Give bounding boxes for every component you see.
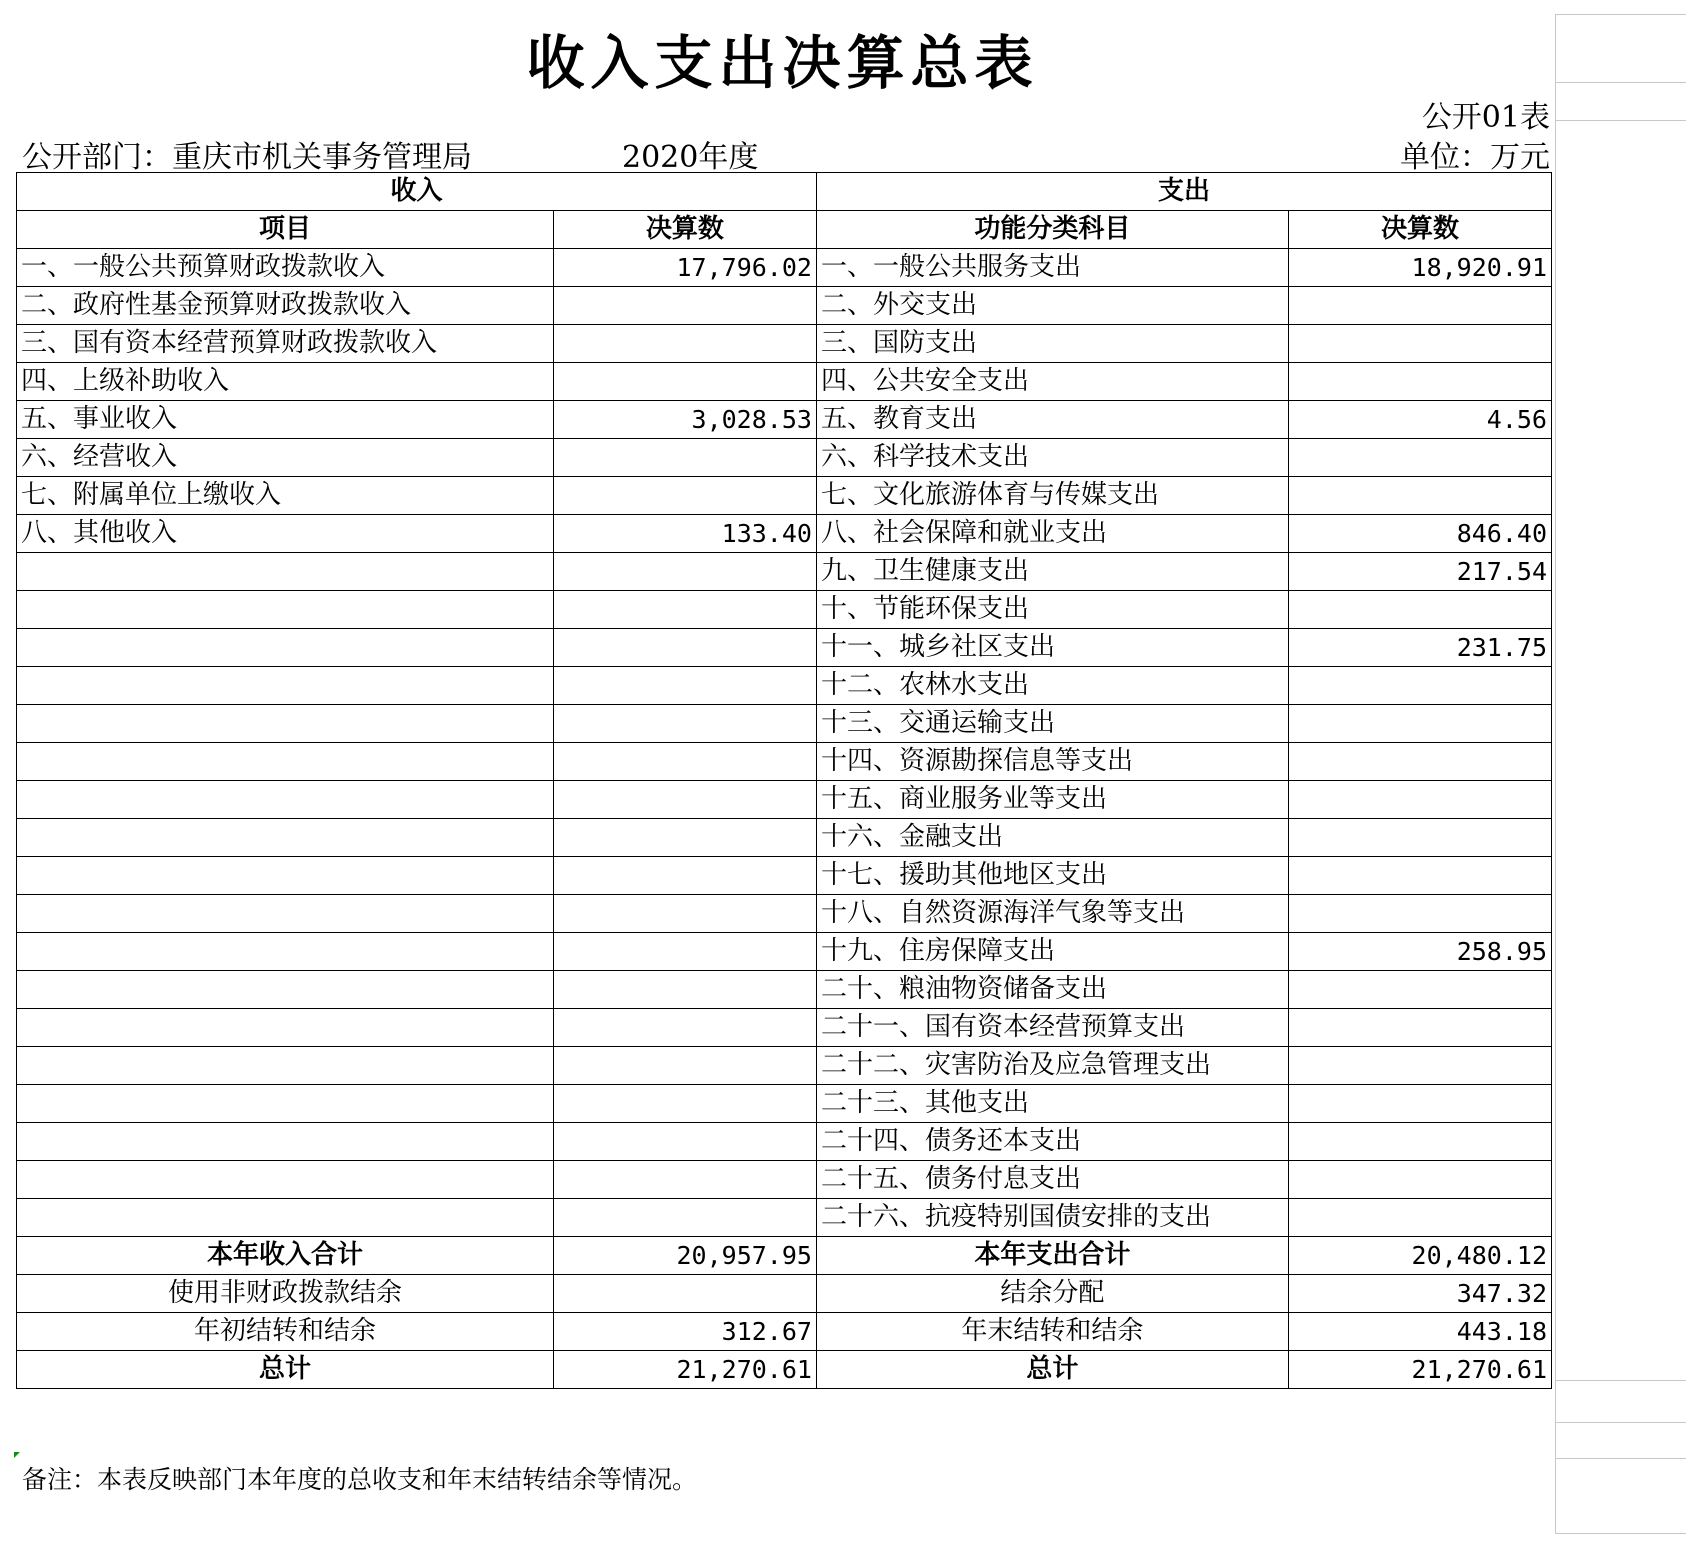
expense-amount-cell: 231.75 — [1288, 629, 1551, 667]
expense-amount-cell: 18,920.91 — [1288, 249, 1551, 287]
summary-income-amount: 312.67 — [553, 1313, 816, 1351]
summary-income-amount: 21,270.61 — [553, 1351, 816, 1389]
income-amount-cell — [553, 933, 816, 971]
cell-marker — [14, 1452, 20, 1458]
expense-item-cell: 六、科学技术支出 — [816, 439, 1288, 477]
income-item-cell — [17, 553, 554, 591]
expense-item-cell: 二十三、其他支出 — [816, 1085, 1288, 1123]
summary-expense-amount: 21,270.61 — [1288, 1351, 1551, 1389]
table-row — [17, 591, 1552, 629]
income-amount-cell — [553, 629, 816, 667]
summary-expense-amount: 20,480.12 — [1288, 1237, 1551, 1275]
table-row — [17, 249, 1552, 287]
expense-amount-cell — [1288, 1085, 1551, 1123]
income-amount-cell — [553, 857, 816, 895]
expense-amount-cell — [1288, 1199, 1551, 1237]
expense-amount-cell — [1288, 667, 1551, 705]
income-amount-cell — [553, 819, 816, 857]
summary-row — [17, 1313, 1552, 1351]
income-item-cell — [17, 971, 554, 1009]
expense-item-cell: 二十一、国有资本经营预算支出 — [816, 1009, 1288, 1047]
income-amount-cell — [553, 363, 816, 401]
summary-income-amount: 20,957.95 — [553, 1237, 816, 1275]
table-row — [17, 1161, 1552, 1199]
expense-amount-cell — [1288, 325, 1551, 363]
expense-item-header: 功能分类科目 — [816, 211, 1288, 249]
unit-label: 单位：万元 — [1400, 140, 1550, 175]
expense-amount-cell — [1288, 781, 1551, 819]
income-amount-cell — [553, 1199, 816, 1237]
income-amount-cell — [553, 1123, 816, 1161]
expense-amount-cell — [1288, 287, 1551, 325]
income-amount-cell — [553, 1047, 816, 1085]
expense-amount-cell — [1288, 857, 1551, 895]
expense-amount-cell — [1288, 705, 1551, 743]
header-row-top — [17, 173, 1552, 211]
expense-item-cell: 九、卫生健康支出 — [816, 553, 1288, 591]
table-row — [17, 439, 1552, 477]
table-row — [17, 781, 1552, 819]
summary-expense-amount: 443.18 — [1288, 1313, 1551, 1351]
table-row — [17, 705, 1552, 743]
income-item-cell: 三、国有资本经营预算财政拨款收入 — [17, 325, 554, 363]
income-amount-cell — [553, 1009, 816, 1047]
department-label: 公开部门：重庆市机关事务管理局 — [22, 140, 472, 175]
table-row — [17, 1047, 1552, 1085]
expense-amount-cell — [1288, 1123, 1551, 1161]
table-row — [17, 743, 1552, 781]
page-title: 收入支出决算总表 — [526, 29, 1039, 97]
expense-amount-cell — [1288, 1009, 1551, 1047]
expense-item-cell: 二十四、债务还本支出 — [816, 1123, 1288, 1161]
expense-item-cell: 二、外交支出 — [816, 287, 1288, 325]
summary-expense-label: 年末结转和结余 — [816, 1313, 1288, 1351]
table-row — [17, 629, 1552, 667]
expense-item-cell: 二十二、灾害防治及应急管理支出 — [816, 1047, 1288, 1085]
expense-item-cell: 十一、城乡社区支出 — [816, 629, 1288, 667]
expense-item-cell: 八、社会保障和就业支出 — [816, 515, 1288, 553]
income-amount-header: 决算数 — [553, 211, 816, 249]
table-row — [17, 1123, 1552, 1161]
expense-amount-cell — [1288, 1047, 1551, 1085]
income-item-cell — [17, 857, 554, 895]
expense-item-cell: 十七、援助其他地区支出 — [816, 857, 1288, 895]
income-item-header: 项目 — [17, 211, 554, 249]
footnote: 备注：本表反映部门本年度的总收支和年末结转结余等情况。 — [22, 1465, 698, 1494]
income-item-cell — [17, 933, 554, 971]
table-row — [17, 667, 1552, 705]
expense-item-cell: 十八、自然资源海洋气象等支出 — [816, 895, 1288, 933]
table-row — [17, 325, 1552, 363]
income-item-cell — [17, 591, 554, 629]
expense-item-cell: 十四、资源勘探信息等支出 — [816, 743, 1288, 781]
income-item-cell — [17, 629, 554, 667]
expense-item-cell: 一、一般公共服务支出 — [816, 249, 1288, 287]
expense-item-cell: 二十五、债务付息支出 — [816, 1161, 1288, 1199]
table-row — [17, 1199, 1552, 1237]
income-amount-cell — [553, 781, 816, 819]
expense-amount-cell: 4.56 — [1288, 401, 1551, 439]
income-item-cell — [17, 819, 554, 857]
table-row — [17, 287, 1552, 325]
income-amount-cell — [553, 591, 816, 629]
table-row — [17, 401, 1552, 439]
income-item-cell: 四、上级补助收入 — [17, 363, 554, 401]
summary-income-label: 本年收入合计 — [17, 1237, 554, 1275]
income-item-cell: 七、附属单位上缴收入 — [17, 477, 554, 515]
table-row — [17, 477, 1552, 515]
summary-income-label: 使用非财政拨款结余 — [17, 1275, 554, 1313]
table-row — [17, 933, 1552, 971]
income-amount-cell — [553, 705, 816, 743]
budget-table — [16, 172, 1552, 1389]
table-row — [17, 857, 1552, 895]
expense-amount-cell: 846.40 — [1288, 515, 1551, 553]
summary-income-amount — [553, 1275, 816, 1313]
income-amount-cell — [553, 895, 816, 933]
income-item-cell — [17, 1085, 554, 1123]
income-amount-cell — [553, 439, 816, 477]
income-item-cell: 一、一般公共预算财政拨款收入 — [17, 249, 554, 287]
income-header: 收入 — [17, 173, 817, 211]
income-item-cell — [17, 1009, 554, 1047]
expense-item-cell: 十三、交通运输支出 — [816, 705, 1288, 743]
expense-item-cell: 十、节能环保支出 — [816, 591, 1288, 629]
income-amount-cell — [553, 667, 816, 705]
expense-item-cell: 七、文化旅游体育与传媒支出 — [816, 477, 1288, 515]
income-item-cell: 五、事业收入 — [17, 401, 554, 439]
income-item-cell — [17, 1161, 554, 1199]
table-row — [17, 1085, 1552, 1123]
table-row — [17, 1009, 1552, 1047]
summary-row — [17, 1351, 1552, 1389]
expense-item-cell: 十九、住房保障支出 — [816, 933, 1288, 971]
income-amount-cell — [553, 325, 816, 363]
expense-item-cell: 十二、农林水支出 — [816, 667, 1288, 705]
expense-item-cell: 十六、金融支出 — [816, 819, 1288, 857]
income-amount-cell: 133.40 — [553, 515, 816, 553]
table-row — [17, 553, 1552, 591]
expense-item-cell: 二十、粮油物资储备支出 — [816, 971, 1288, 1009]
income-amount-cell: 17,796.02 — [553, 249, 816, 287]
expense-amount-cell — [1288, 363, 1551, 401]
table-row — [17, 515, 1552, 553]
income-item-cell — [17, 705, 554, 743]
expense-item-cell: 三、国防支出 — [816, 325, 1288, 363]
summary-income-label: 总计 — [17, 1351, 554, 1389]
income-amount-cell — [553, 553, 816, 591]
meta-row — [22, 132, 1550, 175]
income-amount-cell — [553, 287, 816, 325]
expense-item-cell: 四、公共安全支出 — [816, 363, 1288, 401]
income-amount-cell — [553, 477, 816, 515]
income-amount-cell: 3,028.53 — [553, 401, 816, 439]
form-number: 公开01表 — [1421, 100, 1550, 135]
summary-row — [17, 1275, 1552, 1313]
income-item-cell — [17, 895, 554, 933]
expense-header: 支出 — [816, 173, 1551, 211]
table-row — [17, 895, 1552, 933]
expense-amount-cell — [1288, 439, 1551, 477]
income-amount-cell — [553, 971, 816, 1009]
income-amount-cell — [553, 1085, 816, 1123]
expense-item-cell: 五、教育支出 — [816, 401, 1288, 439]
income-item-cell — [17, 781, 554, 819]
income-item-cell — [17, 1199, 554, 1237]
summary-expense-label: 总计 — [816, 1351, 1288, 1389]
table-row — [17, 971, 1552, 1009]
expense-amount-cell — [1288, 591, 1551, 629]
table-row — [17, 819, 1552, 857]
expense-amount-cell — [1288, 819, 1551, 857]
expense-amount-cell — [1288, 1161, 1551, 1199]
table-row — [17, 363, 1552, 401]
header-row-sub — [17, 211, 1552, 249]
expense-amount-header: 决算数 — [1288, 211, 1551, 249]
income-item-cell — [17, 667, 554, 705]
summary-income-label: 年初结转和结余 — [17, 1313, 554, 1351]
summary-expense-label: 结余分配 — [816, 1275, 1288, 1313]
income-item-cell: 六、经营收入 — [17, 439, 554, 477]
expense-amount-cell — [1288, 477, 1551, 515]
summary-row — [17, 1237, 1552, 1275]
summary-expense-label: 本年支出合计 — [816, 1237, 1288, 1275]
income-amount-cell — [553, 1161, 816, 1199]
expense-item-cell: 二十六、抗疫特别国债安排的支出 — [816, 1199, 1288, 1237]
income-item-cell — [17, 743, 554, 781]
expense-amount-cell: 258.95 — [1288, 933, 1551, 971]
spreadsheet-gridlines — [1555, 14, 1686, 1534]
income-item-cell: 八、其他收入 — [17, 515, 554, 553]
summary-expense-amount: 347.32 — [1288, 1275, 1551, 1313]
expense-amount-cell: 217.54 — [1288, 553, 1551, 591]
expense-amount-cell — [1288, 971, 1551, 1009]
income-item-cell — [17, 1123, 554, 1161]
income-amount-cell — [553, 743, 816, 781]
expense-amount-cell — [1288, 895, 1551, 933]
income-item-cell — [17, 1047, 554, 1085]
income-item-cell: 二、政府性基金预算财政拨款收入 — [17, 287, 554, 325]
fiscal-year: 2020年度 — [622, 140, 759, 175]
expense-item-cell: 十五、商业服务业等支出 — [816, 781, 1288, 819]
expense-amount-cell — [1288, 743, 1551, 781]
